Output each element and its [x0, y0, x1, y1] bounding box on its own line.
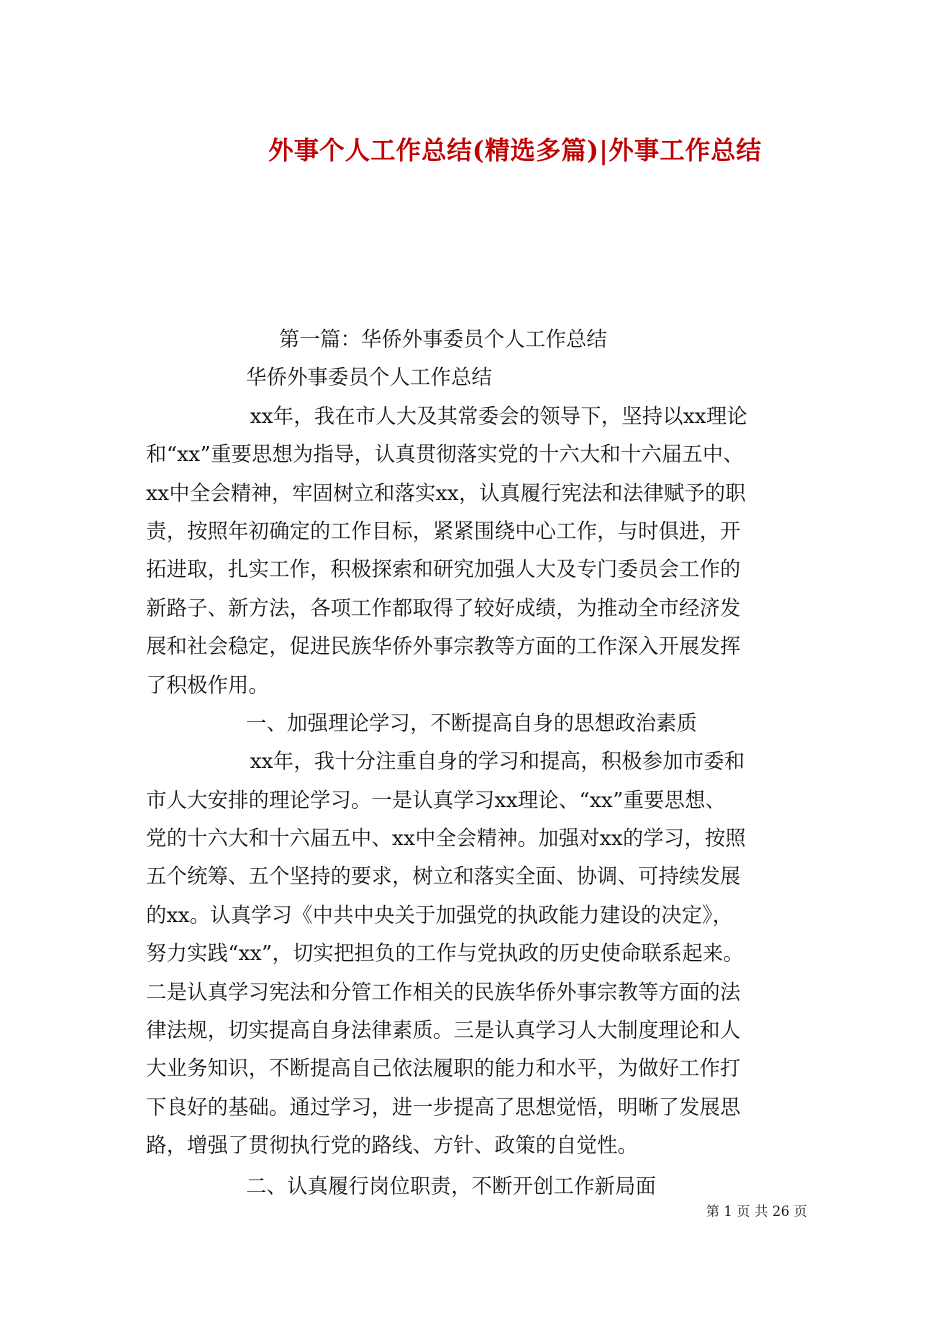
paragraph-line: 和“xx”重要思想为指导，认真贯彻落实党的十六大和十六届五中、	[146, 442, 744, 467]
section-heading-2: 二、认真履行岗位职责，不断开创工作新局面	[246, 1173, 656, 1198]
paragraph-line: 大业务知识，不断提高自己依法履职的能力和水平，为做好工作打	[146, 1056, 741, 1081]
section-heading-1: 一、加强理论学习，不断提高自身的思想政治素质	[246, 710, 697, 735]
paragraph-2	[146, 742, 806, 1164]
paragraph-line: 责，按照年初确定的工作目标，紧紧围绕中心工作，与时俱进，开	[146, 518, 741, 543]
paragraph-line: 新路子、新方法，各项工作都取得了较好成绩，为推动全市经济发	[146, 595, 741, 620]
paragraph-line: xx中全会精神，牢固树立和落实xx，认真履行宪法和法律赋予的职	[146, 480, 746, 505]
paragraph-line: xx年，我十分注重自身的学习和提高，积极参加市委和	[250, 749, 745, 774]
paragraph-line: 二是认真学习宪法和分管工作相关的民族华侨外事宗教等方面的法	[146, 979, 741, 1004]
paragraph-line: 努力实践“xx”，切实把担负的工作与党执政的历史使命联系起来。	[146, 941, 744, 966]
document-body	[146, 320, 806, 1205]
paragraph-line: 党的十六大和十六届五中、xx中全会精神。加强对xx的学习，按照	[146, 826, 746, 851]
page-number-footer: 第 1 页 共 26 页	[706, 1204, 808, 1220]
paragraph-line: 路，增强了贯彻执行党的路线、方针、政策的自觉性。	[146, 1133, 638, 1158]
paragraph-line: 下良好的基础。通过学习，进一步提高了思想觉悟，明晰了发展思	[146, 1094, 741, 1119]
chapter-heading: 第一篇：华侨外事委员个人工作总结	[279, 327, 607, 351]
chapter-subtitle: 华侨外事委员个人工作总结	[246, 365, 492, 390]
paragraph-line: 拓进取，扎实工作，积极探索和研究加强人大及专门委员会工作的	[146, 557, 741, 582]
paragraph-line: 五个统筹、五个坚持的要求，树立和落实全面、协调、可持续发展	[146, 864, 741, 889]
paragraph-line: 律法规，切实提高自身法律素质。三是认真学习人大制度理论和人	[146, 1018, 741, 1043]
paragraph-line: 的xx。认真学习《中共中央关于加强党的执政能力建设的决定》，	[146, 902, 733, 927]
paragraph-line: 了积极作用。	[146, 672, 269, 697]
paragraph-line: 展和社会稳定，促进民族华侨外事宗教等方面的工作深入开展发挥	[146, 634, 741, 659]
paragraph-line: xx年，我在市人大及其常委会的领导下，坚持以xx理论	[250, 403, 748, 428]
document-title: 外事个人工作总结(精选多篇)|外事工作总结	[268, 136, 762, 165]
paragraph-1	[146, 397, 806, 704]
paragraph-line: 市人大安排的理论学习。一是认真学习xx理论、“xx”重要思想、	[146, 787, 726, 812]
